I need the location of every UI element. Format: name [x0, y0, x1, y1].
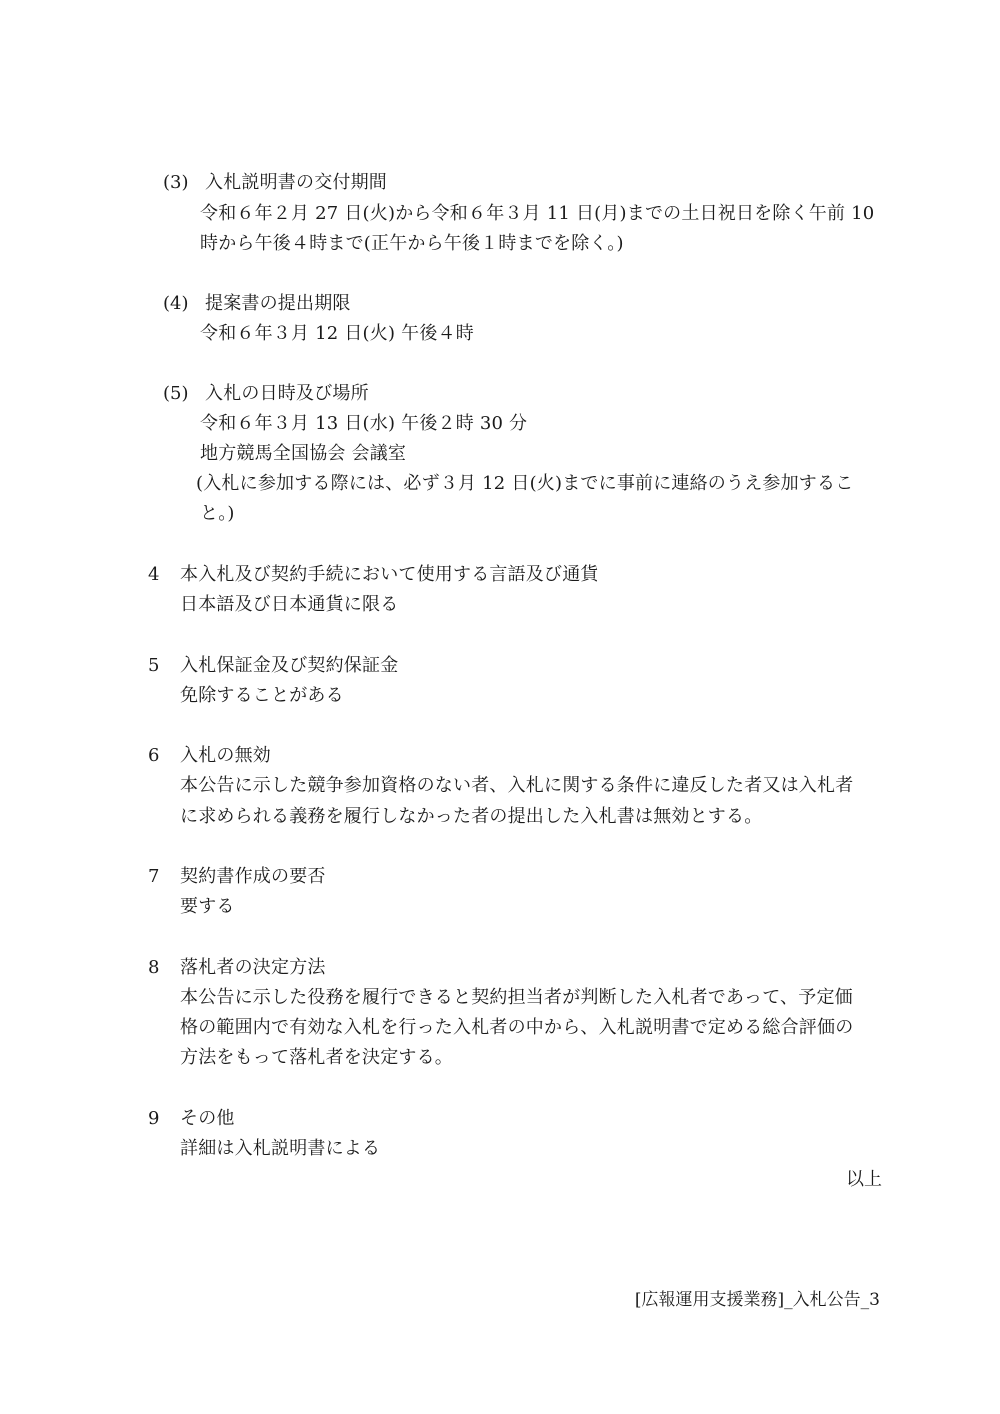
section-body-line: 令和６年３月 12 日(火) 午後４時 — [200, 323, 474, 344]
section-heading: 提案書の提出期限 — [205, 293, 351, 314]
section-heading: 契約書作成の要否 — [180, 866, 326, 887]
section-heading: その他 — [180, 1108, 235, 1129]
section-body-line: 本公告に示した競争参加資格のない者、入札に関する条件に違反した者又は入札者 — [180, 775, 854, 796]
section-heading: 入札説明書の交付期間 — [205, 172, 387, 193]
section-heading: 本入札及び契約手続において使用する言語及び通貨 — [180, 564, 599, 585]
section-number: 6 — [148, 745, 160, 766]
section-body-line: 詳細は入札説明書による — [180, 1138, 381, 1159]
section-number: (3) — [163, 172, 189, 193]
section-number: 7 — [148, 866, 160, 887]
section-number: 4 — [148, 564, 160, 585]
section-body-line: 日本語及び日本通貨に限る — [180, 594, 399, 615]
section-body-line: 地方競馬全国協会 会議室 — [200, 443, 407, 464]
section-heading: 入札の無効 — [180, 745, 271, 766]
section-body-line: 令和６年３月 13 日(水) 午後２時 30 分 — [200, 413, 528, 434]
section-number: (4) — [163, 293, 189, 314]
section-body-line: 方法をもって落札者を決定する。 — [180, 1047, 453, 1068]
section-body-line: 要する — [180, 896, 235, 917]
end-mark: 以上 — [846, 1169, 882, 1190]
section-number: (5) — [163, 383, 189, 404]
section-heading: 入札保証金及び契約保証金 — [180, 655, 399, 676]
section-body-line: (入札に参加する際には、必ず３月 12 日(火)までに事前に連絡のうえ参加するこ — [196, 473, 854, 494]
section-heading: 入札の日時及び場所 — [205, 383, 369, 404]
section-body-line: 免除することがある — [180, 685, 344, 706]
section-heading: 落札者の決定方法 — [180, 957, 326, 978]
page-footer: [広報運用支援業務]_入札公告_3 — [634, 1290, 880, 1310]
section-body-line: と。) — [200, 503, 235, 524]
section-body-line: に求められる義務を履行しなかった者の提出した入札書は無効とする。 — [180, 806, 763, 827]
section-body-line: 本公告に示した役務を履行できると契約担当者が判断した入札者であって、予定価 — [180, 987, 853, 1008]
section-body-line: 令和６年２月 27 日(火)から令和６年３月 11 日(月)までの土日祝日を除く午前 10 — [200, 203, 875, 224]
section-number: 8 — [148, 957, 160, 978]
section-number: 9 — [148, 1108, 160, 1129]
section-body-line: 時から午後４時まで(正午から午後１時までを除く。) — [200, 233, 624, 254]
section-body-line: 格の範囲内で有効な入札を行った入札者の中から、入札説明書で定める総合評価の — [180, 1017, 854, 1038]
section-number: 5 — [148, 655, 160, 676]
